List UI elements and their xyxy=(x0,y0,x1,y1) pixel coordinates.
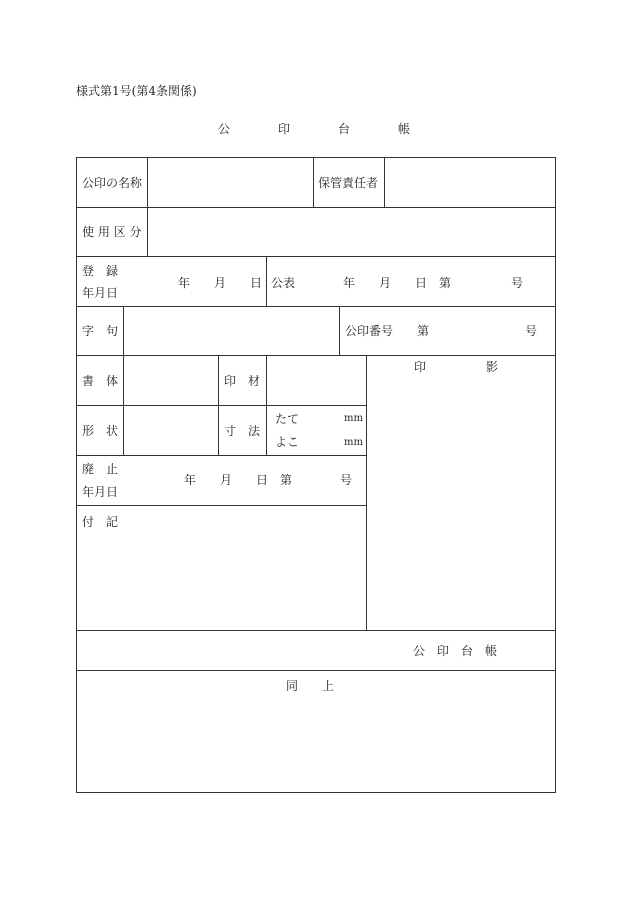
custodian-label: 保管責任者 xyxy=(318,176,379,190)
column-line xyxy=(313,157,314,207)
width-label: よこ xyxy=(275,435,300,449)
row-line xyxy=(76,405,366,406)
typeface-field[interactable] xyxy=(124,356,218,405)
impression-label: 印 影 xyxy=(414,360,499,374)
form-title: 公 印 台 帳 xyxy=(218,122,411,136)
abolish-label-line1: 廃 止 xyxy=(82,462,119,476)
phrase-field[interactable] xyxy=(124,307,339,355)
abolish-label-line2: 年月日 xyxy=(82,485,119,499)
notes-field[interactable] xyxy=(77,532,366,630)
shape-label: 形 状 xyxy=(82,424,119,438)
phrase-label: 字 句 xyxy=(82,324,119,338)
material-field[interactable] xyxy=(267,356,366,405)
usage-label: 使 用 区 分 xyxy=(82,225,142,239)
shape-field[interactable] xyxy=(124,406,218,455)
height-unit: mm xyxy=(344,413,363,424)
material-label: 印 材 xyxy=(224,374,261,388)
registration-label-line2: 年月日 xyxy=(82,286,119,300)
abolish-date: 年 月 日 第 号 xyxy=(184,473,353,487)
notes-label: 付 記 xyxy=(82,515,119,529)
registration-date: 年 月 日 xyxy=(178,276,263,290)
row-line xyxy=(76,455,366,456)
height-label: たて xyxy=(275,412,300,426)
row-line xyxy=(76,505,366,506)
row-line xyxy=(76,670,556,671)
row-line xyxy=(76,630,556,631)
table-border-bottom xyxy=(76,792,556,793)
ledger-label: 公 印 台 帳 xyxy=(413,644,498,658)
same-above-area[interactable] xyxy=(77,696,555,792)
seal-name-label: 公印の名称 xyxy=(82,176,143,190)
seal-impression-area[interactable] xyxy=(367,378,555,630)
column-line xyxy=(218,355,219,455)
seal-number-label: 公印番号 第 号 xyxy=(345,324,538,338)
usage-field[interactable] xyxy=(148,208,555,256)
custodian-field[interactable] xyxy=(385,158,555,207)
table-border-right xyxy=(555,157,556,792)
same-as-above-label: 同 上 xyxy=(286,679,335,693)
seal-name-field[interactable] xyxy=(148,158,313,207)
width-unit: mm xyxy=(344,437,363,448)
size-label: 寸 法 xyxy=(224,424,261,438)
typeface-label: 書 体 xyxy=(82,374,119,388)
form-style-number: 様式第1号(第4条関係) xyxy=(76,84,197,98)
row-line xyxy=(76,256,556,257)
column-line xyxy=(266,256,267,306)
announcement-label: 公表 年 月 日 第 号 xyxy=(271,276,524,290)
column-line xyxy=(339,306,340,355)
registration-label-line1: 登 録 xyxy=(82,264,119,278)
